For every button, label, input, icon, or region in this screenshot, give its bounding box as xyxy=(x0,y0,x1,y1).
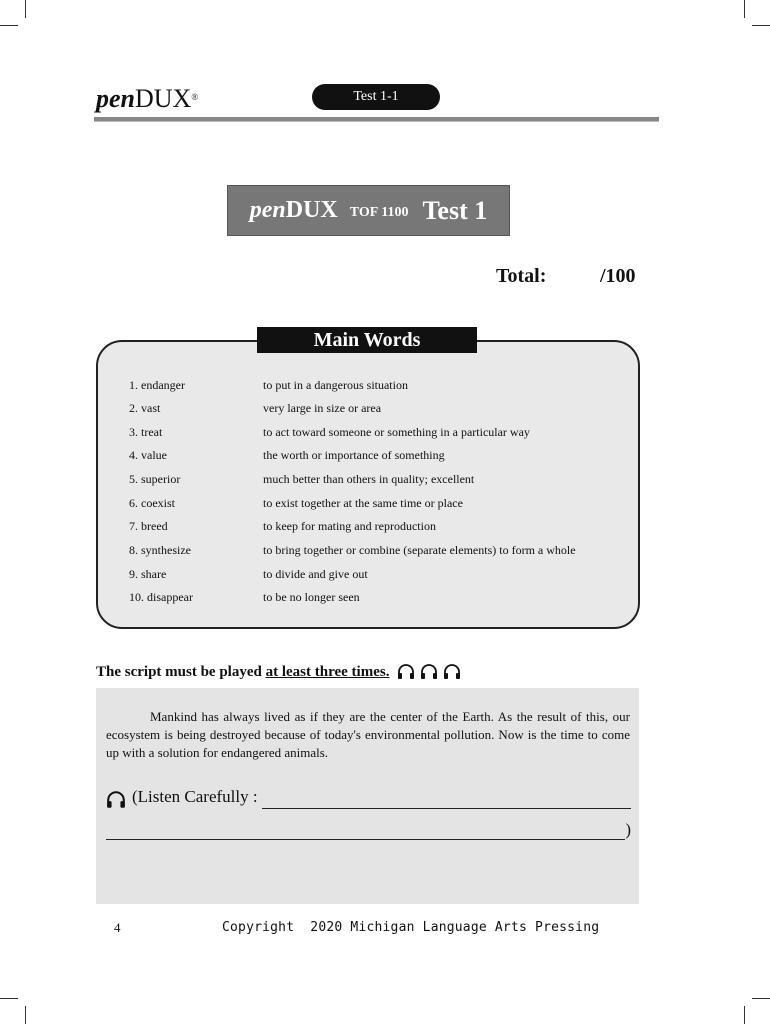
word-row: 4. value the worth or importance of something xyxy=(129,448,445,462)
total-label: Total: xyxy=(496,265,547,287)
crop-mark xyxy=(0,998,18,999)
crop-mark xyxy=(752,25,770,26)
copyright-notice: Copyright 2020 Michigan Language Arts Pressing xyxy=(222,920,600,935)
crop-mark xyxy=(0,25,18,26)
crop-mark xyxy=(25,0,26,18)
test-label-badge: Test 1-1 xyxy=(312,84,440,110)
answer-blank[interactable] xyxy=(106,821,625,840)
script-passage: Mankind has always lived as if they are the center of the Earth. As the result of this, our ecosystem is being destroyed because of today's environmental pollution. Now is the time to come up with a solution for endangered animals. xyxy=(106,709,630,760)
headphones-icon xyxy=(397,664,415,680)
script-instruction: The script must be played at least three times. xyxy=(96,660,461,684)
test-number: Test 1 xyxy=(422,195,488,225)
crop-mark xyxy=(744,0,745,18)
listen-prompt-continued: ) xyxy=(106,816,631,840)
script-box xyxy=(96,688,639,904)
crop-mark xyxy=(744,1006,745,1024)
headphones-icon xyxy=(420,664,438,680)
test-title-box: pen DUX TOF 1100 Test 1 xyxy=(227,185,510,236)
answer-blank[interactable] xyxy=(262,790,631,809)
header-divider xyxy=(94,117,659,122)
pendux-logo: penDUX® xyxy=(96,84,199,113)
headphones-icon xyxy=(106,791,126,809)
word-row: 2. vast very large in size or area xyxy=(129,401,382,415)
crop-mark xyxy=(25,1006,26,1024)
word-row: 1. endanger to put in a dangerous situation xyxy=(129,378,408,392)
listen-prompt: (Listen Carefully : xyxy=(106,785,631,809)
total-max-score: /100 xyxy=(600,265,636,287)
test-code: TOF 1100 xyxy=(349,204,409,220)
main-words-heading: Main Words xyxy=(257,327,477,353)
word-row: 10. disappear to be no longer seen xyxy=(129,590,360,604)
word-row: 7. breed to keep for mating and reproduction xyxy=(129,519,436,533)
word-row: 9. share to divide and give out xyxy=(129,567,368,581)
word-row: 6. coexist to exist together at the same time or place xyxy=(129,496,463,510)
headphones-icon xyxy=(443,664,461,680)
word-row: 5. superior much better than others in quality; excellent xyxy=(129,472,475,486)
crop-mark xyxy=(752,998,770,999)
main-words-panel xyxy=(96,340,640,629)
page-number: 4 xyxy=(114,920,121,935)
word-row: 8. synthesize to bring together or combine (separate elements) to form a whole xyxy=(129,543,576,557)
word-row: 3. treat to act toward someone or something in a particular way xyxy=(129,425,530,439)
